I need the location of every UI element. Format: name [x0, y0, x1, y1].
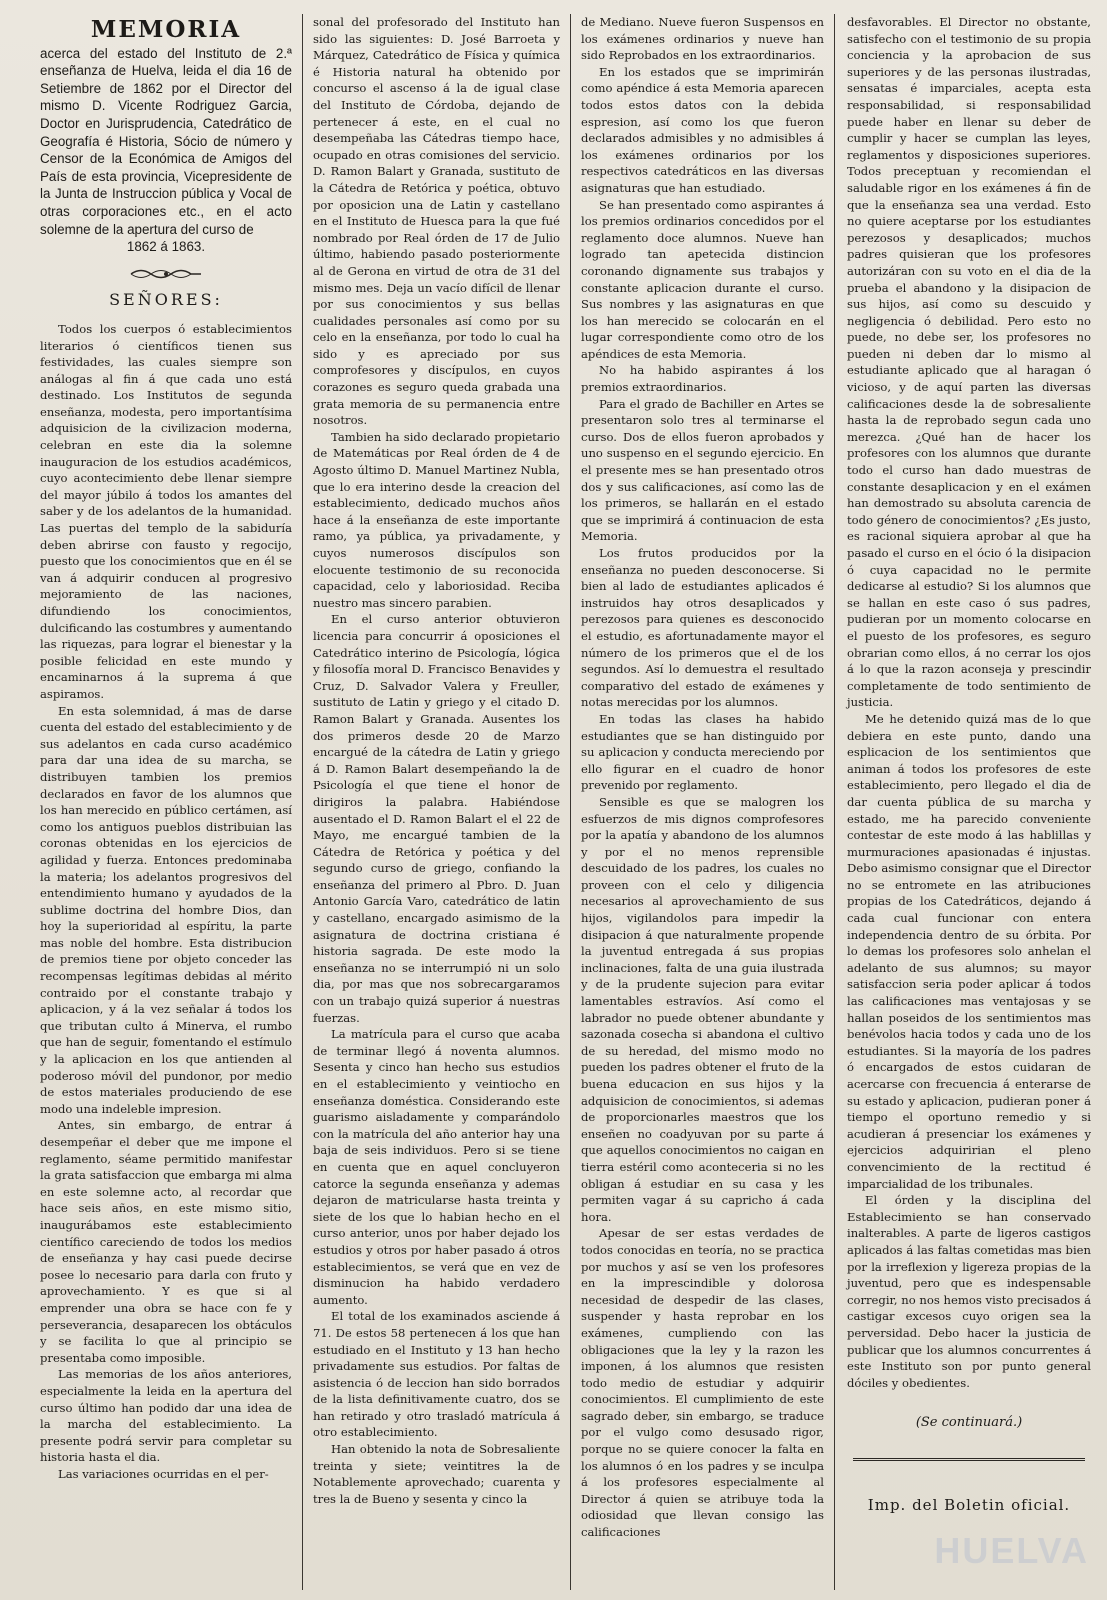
paragraph: No ha habido aspirantes á los premios extraordinarios. [581, 363, 824, 395]
paragraph: Las variaciones ocurridas en el per- [58, 1466, 269, 1481]
paragraph: Para el grado de Bachiller en Artes se presentaron solo tres al terminarse el curso. Dos de ellos fueron aprobados y uno suspenso en el segundo ejercicio. En el presente mes se han presentado otros dos y sus calificaciones, así como las de los primeros, se hallarán en el estado que se imprimirá á continuacion de esta Memoria. [581, 396, 824, 544]
column-4 [834, 14, 1091, 1590]
column-3-text [581, 14, 824, 1541]
paragraph: Me he detenido quizá mas de lo que debiera en este punto, dando una esplicacion de los sentimientos que animan á todos los profesores de este establecimiento, pero llegado el dia de dar cuenta pública de su marcha y estado, me ha parecido conveniente contestar de este modo á las hablillas y murmuraciones apasionadas é injustas. Debo asimismo consignar que el Director no se entromete en las atribuciones propias de los Catedráticos, dejando á cada cual funcionar con entera independencia dentro de su órbita. Por lo demas los profesores solo anhelan el adelanto de sus alumnos; su mayor satisfaccion seria poder aplicar á todos las calificaciones mas ventajosas y se hallan poseidos de los sentimientos mas benévolos hacia todos y cada uno de los estudiantes. Si la mayoría de los padres ó encargados de estos cuidaran de acercarse con frecuencia á enterarse de su estado y aplicacion, pudieran poner á tiempo el oportuno remedio y si acudieran á presenciar los exámenes y ejercicios adquiririan el pleno convencimiento de la rectitud é imparcialidad de los tribunales. [847, 711, 1091, 1191]
paragraph: Han obtenido la nota de Sobresaliente treinta y siete; veintitres la de Notablemente aprovechado; cuarenta y tres la de Bueno y sesenta y cinco la [313, 1442, 560, 1506]
masthead-title: MEMORIA [90, 16, 242, 43]
column-2 [302, 14, 570, 1590]
column-1-text [40, 321, 292, 1483]
paragraph: Tambien ha sido declarado propietario de Matemáticas por Real órden de 4 de Agosto último D. Manuel Martinez Nubla, que lo era interino desde la creacion del establecimiento, dedicado muchos años hace á la enseñanza de este importante ramo, ya pública, ya privadamente, y cuyos numerosos discípulos son elocuente testimonio de su reconocida capacidad, celo y laboriosidad. Reciba nuestro mas sincero parabien. [313, 429, 560, 610]
column-4-text [847, 14, 1091, 1391]
paragraph: Sensible es que se malogren los esfuerzos de mis dignos comprofesores por la apatía y abandono de los alumnos y por el no menos reprensible descuidado de los padres, los cuales no proveen con el celo y diligencia necesarios al aprovechamiento de sus hijos, vigilandolos para impedir la disipacion á que naturalmente propende la juventud entregada á sus propias inclinaciones, falta de una guia ilustrada y de la prudente sujecion para evitar lamentables estravíos. Así como el labrador no puede obtener abundante y sazonada cosecha si abandona el cultivo de su heredad, del mismo modo no pueden los padres obtener el fruto de la buena educacion en sus hijos y la adquisicion de conocimientos, si ademas de proporcionarles maestros que los enseñen no coadyuvan por su parte á que aquellos conocimientos no caigan en tierra estéril como aconteceria si no les obligan á estudiar en su casa y les permiten vagar á su capricho á cada hora. [581, 794, 824, 1224]
column-layout [40, 14, 1091, 1590]
paragraph: La matrícula para el curso que acaba de terminar llegó á noventa alumnos. Sesenta y cinco han hecho sus estudios en el establecimiento y veintiocho en enseñanza doméstica. Considerando este guarismo aisladamente y comparándolo con la matrícula del año anterior hay una baja de seis individuos. Pero si se tiene en cuenta que en aquel concluyeron catorce la segunda enseñanza y ademas dejaron de matricularse hasta treinta y siete de los que lo habian hecho en el curso anterior, unos por haber dejado los estudios y otros por haber pasado á otros establecimientos, se verá que en vez de disminucion ha habido verdadero aumento. [313, 1027, 560, 1307]
column-1 [40, 14, 302, 1590]
subtitle-years: 1862 á 1863. [126, 239, 206, 255]
paragraph: El total de los examinados asciende á 71. De estos 58 pertenecen á los que han estudiado en el Instituto y 13 han hecho privadamente sus estudios. Por faltas de asistencia ó de leccion han sido borrados de la lista definitivamente cuatro, dos se han retirado y otro trasladó matrícula á otro establecimiento. [313, 1309, 560, 1440]
subtitle-text: acerca del estado del Instituto de 2.ª enseñanza de Huelva, leida el dia 16 de Setiembre de 1862 por el Director del mismo D. Vicente Rodriguez Garcia, Doctor en Jurisprudencia, Catedrático de Geografía é Historia, Sócio de número y Censor de la Económica de Amigos del País de esta provincia, Vicepresidente de la Junta de Instruccion pública y Vocal de otras corporaciones etc., en el acto solemne de la apertura del curso de [40, 45, 292, 237]
paragraph: de Mediano. Nueve fueron Suspensos en los exámenes ordinarios y nueve han sido Reprobados en los extraordinarios. [581, 15, 824, 63]
paragraph: Todos los cuerpos ó establecimientos literarios ó científicos tienen sus festividades, las cuales siempre son análogas al fin á que cada uno está destinado. Los Institutos de segunda enseñanza, modesta, pero importantísima adquisicion de la civilizacion moderna, celebran en este dia la solemne inauguracion de los estudios académicos, cuyo acontecimiento debe llenar siempre del mayor júbilo á todos los amantes del saber y de los adelantos de la humanidad. Las puertas del templo de la sabiduría deben abrirse con fausto y regocijo, puesto que los conocimientos que en él se van á adquirir conducen al progresivo mejoramiento de las naciones, difundiendo los conocimientos, dulcificando las costumbres y aumentando las riquezas, para lograr el bienestar y la posible felicidad en este mundo y encaminarnos á la suprema á que aspiramos. [40, 321, 292, 701]
paragraph: El órden y la disciplina del Establecimiento se han conservado inalterables. A parte de ligeros castigos aplicados á las faltas cometidas mas bien por la irreflexion y ligereza propias de la juventud, pero que es indespensable corregir, no nos hemos visto precisados á castigar excesos cuyo origen sea la perversidad. Debo hacer la justicia de publicar que los alumnos concurrentes á este Instituto son por punto general dóciles y obedientes. [847, 1193, 1091, 1390]
paragraph: En los estados que se imprimirán como apéndice á esta Memoria aparecen todos estos datos con la debida espresion, así como los que fueron declarados admisibles y no admisibles á los exámenes ordinarios por los respectivos catedráticos en las diversas asignaturas que han estudiado. [581, 64, 824, 195]
memoir-subtitle [40, 45, 292, 256]
paragraph: Las memorias de los años anteriores, especialmente la leida en la apertura del curso último han podido dar una idea de la marcha del establecimiento. La presente podrá servir para completar su historia hasta el dia. [40, 1367, 292, 1465]
salutation: SEÑORES: [109, 290, 223, 310]
column-2-text [313, 14, 560, 1507]
paragraph: Los frutos producidos por la enseñanza no pueden desconocerse. Si bien al lado de estudiantes aplicados é instruidos hay otros desaplicados y perezosos para quienes es desconocido el estudio, es afortunadamente mayor el número de los primeros que el de los segundos. Así lo demuestra el resultado comparativo del estado de exámenes y notas merecidas por los alumnos. [581, 546, 824, 710]
continued-note: (Se continuará.) [915, 1415, 1023, 1431]
paragraph: sonal del profesorado del Instituto han sido las siguientes: D. José Barroeta y Márquez, Catedrático de Física y química é Historia natural ha obtenido por concurso el ascenso á la de igual clase del Instituto de Córdoba, dejando de pertenecer á este, en el cual no desempeñaba las Cátedras tiempo hace, ocupado en otras comisiones del servicio. D. Ramon Balart y Granada, sustituto de la Cátedra de Retórica y poética, obtuvo por oposicion una de Latin y castellano en el Instituto de Huesca para la que fué nombrado por Real órden de 17 de Julio último, habiendo pasado posteriormente al de Gerona en virtud de otra de 31 del mismo mes. Deja un vacío difícil de llenar por sus conocimientos y sus bellas cualidades personales así como por su celo en la enseñanza, por todo lo cual ha sido y es apreciado por sus comprofesores y discípulos, en cuyos corazones es seguro queda grabada una grata memoria de su permanencia entre nosotros. [313, 15, 560, 428]
archive-watermark: HUELVA [934, 1530, 1089, 1571]
printer-imprint: Imp. del Boletin oficial. [867, 1495, 1071, 1514]
column-3 [570, 14, 834, 1590]
divider-rule [853, 1458, 1085, 1461]
paragraph: desfavorables. El Director no obstante, satisfecho con el testimonio de su propia conciencia y la aprobacion de sus superiores y de las personas ilustradas, sensatas é imparciales, acepta esta responsabilidad, si responsabilidad puede haber en llenar su deber de cumplir y hacer se cumplan las leyes, reglamentos y disposiciones superiores. Todos preceptuan y recomiendan el saludable rigor en los exámenes á fin de que la enseñanza sea una verdad. Esto no quiere aceptarse por los estudiantes perezosos y desaplicados; muchos padres quisieran que los profesores autorizáran con su voto en el dia de la prueba el abandono y la disipacion de sus hijos, así como su descuido y negligencia ó debilidad. Pero esto no puede, no debe ser, los profesores no pueden ni deben dar lo mismo al estudiante aplicado que al haragan ó vicioso, y de aquí parten las diversas calificaciones desde la de sobresaliente hasta la de reprobado segun cada uno merezca. ¿Qué han de hacer los profesores con los alumnos que durante todo el curso han dado muestras de constante desaplicacion y en el exámen han demostrado su absoluta carencia de todo género de conocimientos? ¿Es justo, es racional siquiera aprobar al que ha pasado el curso en el ócio ó la disipacion ó cuya capacidad no le permite dedicarse al estudio? Si los alumnos que se hallan en este caso ó sus padres, pudieran por un momento colocarse en el puesto de los profesores, es seguro obrarian como ellos, á no cerrar los ojos á lo que la razon aconseja y prescindir completamente de todo sentimiento de justicia. [847, 15, 1091, 710]
paragraph: Apesar de ser estas verdades de todos conocidas en teoría, no se practica por muchos y así se ven los profesores en la imprescindible y dolorosa necesidad de despedir de las clases, suspender y hasta reprobar en los exámenes, cumpliendo con las obligaciones que la ley y la razon les imponen, á los alumnos que resisten todo medio de estudiar y adquirir conocimientos. El cumplimiento de este sagrado deber, sin embargo, se traduce por el vulgo como desusado rigor, porque no se quiere conocer la falta en los alumnos ó en los padres y se inculpa á los profesores especialmente al Director á quien se atribuye toda la odiosidad que llevan consigo las calificaciones [581, 1226, 824, 1540]
paragraph: Antes, sin embargo, de entrar á desempeñar el deber que me impone el reglamento, séame permitido manifestar la grata satisfaccion que embarga mi alma en este solemne acto, al recordar que hace seis años, en este mismo sitio, inaugurábamos este establecimiento científico careciendo de todos los medios de enseñanza y hay casi puede decirse posee lo necesario para darla con fruto y aprovechamiento. Y es que si al emprender una obra se hace con fe y perseverancia, desaparecen los obtáculos y se facilita lo que al principio se presentaba como imposible. [40, 1118, 292, 1365]
paragraph: En todas las clases ha habido estudiantes que se han distinguido por su aplicacion y conducta mereciendo por ello figurar en el cuadro de honor prevenido por reglamento. [581, 711, 824, 793]
paragraph: En esta solemnidad, á mas de darse cuenta del estado del establecimiento y de sus adelantos en cada curso académico para dar una idea de su marcha, se distribuyen tambien los premios declarados en favor de los alumnos que los han merecido en público certámen, así como los antiguos pueblos distribuian las coronas obtenidas en los ejercicios de agilidad y fuerza. Entonces predominaba la materia; los adelantos progresivos del entendimiento humano y ayudados de la sublime doctrina del hombre Dios, dan hoy la superioridad al espíritu, la parte mas noble del hombre. Esta distribucion de premios tiene por objeto conceder las recompensas legítimas debidas al mérito contraido por el constante trabajo y aplicacion, y á la vez señalar á todos los que tributan culto á Minerva, el rumbo que han de seguir, fomentando el estímulo y la aplicacion en los que antienden al poderoso móvil del pundonor, por medio de estos materiales produciendo de ese modo una indeleble impresion. [40, 703, 292, 1116]
paragraph: Se han presentado como aspirantes á los premios ordinarios concedidos por el reglamento doce alumnos. Nueve han logrado tan apetecida distincion coronando dignamente sus trabajos y constante aplicacion durante el curso. Sus nombres y las asignaturas en que los han merecido se colocarán en el lugar correspondiente como otro de los apéndices de esta Memoria. [581, 197, 824, 361]
ornament-icon [40, 268, 292, 285]
paragraph: En el curso anterior obtuvieron licencia para concurrir á oposiciones el Catedrático interino de Psicología, lógica y filosofía moral D. Francisco Benavides y Cruz, D. Salvador Valera y Freuller, sustituto de Latin y griego y el citado D. Ramon Balart y Granada. Ausentes los dos primeros desde 20 de Marzo encargué de la cátedra de Latin y griego á D. Ramon Balart desempeñando la de Psicología el que tiene el honor de dirigiros la palabra. Habiéndose ausentado el D. Ramon Balart el el 22 de Mayo, me encargué tambien de la Cátedra de Retórica y poética y del segundo curso de griego, confiando la enseñanza del primero al Pbro. D. Juan Antonio García Varo, catedrático de latin y castellano, encargado asimismo de la asignatura de doctrina cristiana é historia sagrada. De este modo la enseñanza no se interrumpió ni un solo dia, por mas que nos sobrecargaramos con un trabajo quizá superior á nuestras fuerzas. [313, 612, 560, 1025]
